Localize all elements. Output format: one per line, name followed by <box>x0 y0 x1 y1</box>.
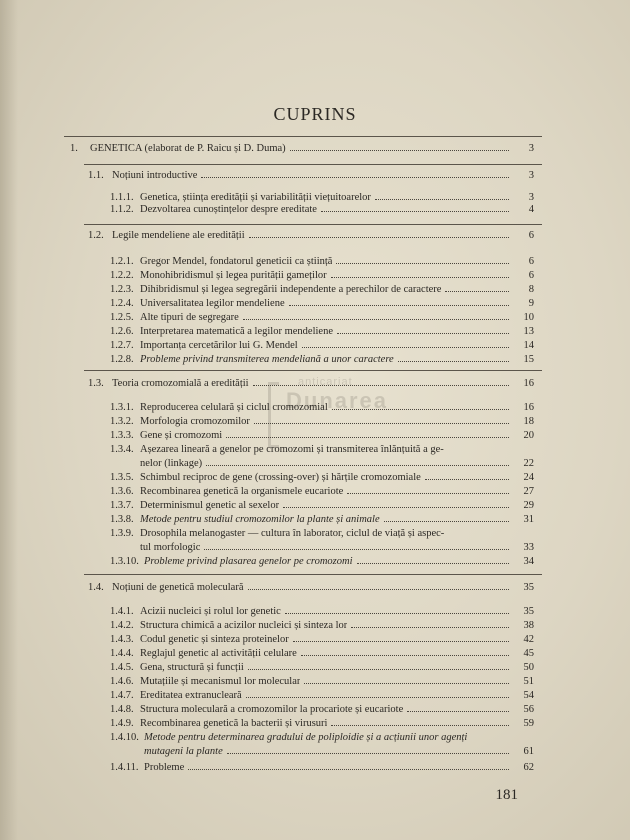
toc-entry-subsection[interactable] <box>110 204 534 216</box>
entry-title: Importanța cercetărilor lui G. Mendel <box>140 340 298 351</box>
entry-number: 1.4.9. <box>110 718 134 729</box>
leader-dots <box>293 641 509 642</box>
leader-dots <box>331 725 509 726</box>
entry-title: Gena, structură și funcții <box>140 662 244 673</box>
entry-number: 1.4.3. <box>110 634 134 645</box>
entry-number: 1.4.8. <box>110 704 134 715</box>
watermark-text-big: Dunarea <box>286 388 389 413</box>
toc-entry-subsection[interactable] <box>110 634 534 646</box>
entry-number: 1.3.4. <box>110 444 134 455</box>
entry-number: 1.3.8. <box>110 514 134 525</box>
entry-number: 1.3. <box>88 378 104 389</box>
entry-number: 1.3.1. <box>110 402 134 413</box>
toc-entry-subsection[interactable] <box>110 648 534 660</box>
entry-number: 1.4.6. <box>110 676 134 687</box>
toc-entry-section[interactable] <box>88 378 534 390</box>
leader-dots <box>249 237 509 238</box>
leader-dots <box>289 305 509 306</box>
entry-page: 8 <box>528 284 534 295</box>
leader-dots <box>407 711 509 712</box>
toc-entry-subsection[interactable] <box>110 326 534 338</box>
entry-title-continuation: mutageni la plante <box>144 746 223 757</box>
entry-page: 42 <box>523 634 534 645</box>
entry-title: Recombinarea genetică la organismele eucariote <box>140 486 344 497</box>
entry-page: 16 <box>523 378 534 389</box>
leader-dots <box>357 563 509 564</box>
entry-title: Metode pentru determinarea gradului de poliploidie și a acțiunii unor agenți <box>144 732 468 743</box>
page-number: 181 <box>495 787 518 803</box>
leader-dots <box>425 479 509 480</box>
toc-entry-subsection[interactable] <box>110 312 534 324</box>
entry-page: 54 <box>523 690 534 701</box>
entry-title: Structura chimică a acizilor nucleici și sinteza lor <box>140 620 348 631</box>
toc-entry-continuation[interactable] <box>144 746 534 758</box>
entry-title: GENETICA (elaborat de P. Raicu și D. Duma) <box>90 143 286 154</box>
entry-number: 1.1. <box>88 170 104 181</box>
entry-number: 1.4.10. <box>110 732 139 743</box>
entry-number: 1.4.5. <box>110 662 134 673</box>
entry-page: 45 <box>523 648 534 659</box>
entry-title: Probleme <box>144 762 185 773</box>
leader-dots <box>188 769 509 770</box>
entry-title: Monohibridismul și legea purității gameților <box>140 270 327 281</box>
leader-dots <box>246 697 509 698</box>
entry-number: 1.1.1. <box>110 192 134 203</box>
entry-number: 1.4. <box>88 582 104 593</box>
entry-page: 56 <box>523 704 534 715</box>
entry-number: 1.2.7. <box>110 340 134 351</box>
toc-entry-subsection[interactable] <box>110 662 534 674</box>
toc-entry-subsection[interactable] <box>110 402 534 414</box>
entry-page: 27 <box>523 486 534 497</box>
section-divider <box>84 224 542 225</box>
entry-title: Drosophila melanogaster — cultura în laborator, ciclul de viață și aspec- <box>140 528 445 539</box>
leader-dots <box>243 319 509 320</box>
entry-title: Genetica, știința eredității și variabilității viețuitoarelor <box>140 192 371 203</box>
entry-number: 1.4.1. <box>110 606 134 617</box>
entry-title: Alte tipuri de segregare <box>140 312 239 323</box>
entry-page: 20 <box>523 430 534 441</box>
entry-title: Reproducerea celulară și ciclul cromozomial <box>140 402 328 413</box>
toc-entry-continuation[interactable] <box>140 458 534 470</box>
entry-page: 9 <box>528 298 534 309</box>
section-divider <box>84 574 542 575</box>
leader-dots <box>201 177 509 178</box>
entry-number: 1.2. <box>88 230 104 241</box>
entry-page: 38 <box>523 620 534 631</box>
entry-title: Noțiuni de genetică moleculară <box>112 582 244 593</box>
entry-page: 3 <box>528 192 534 203</box>
entry-title: Gregor Mendel, fondatorul geneticii ca știință <box>140 256 333 267</box>
entry-page: 62 <box>523 762 534 773</box>
leader-dots <box>331 277 509 278</box>
entry-number: 1.4.11. <box>110 762 139 773</box>
entry-title: Morfologia cromozomilor <box>140 416 250 427</box>
entry-number: 1.2.8. <box>110 354 134 365</box>
entry-number: 1.3.2. <box>110 416 134 427</box>
leader-dots <box>332 409 509 410</box>
toc-entry-section[interactable] <box>88 582 534 594</box>
leader-dots <box>227 753 509 754</box>
entry-title: Ereditatea extranucleară <box>140 690 242 701</box>
entry-title: Structura moleculară a cromozomilor la procariote și eucariote <box>140 704 404 715</box>
entry-number: 1.3.6. <box>110 486 134 497</box>
entry-title: Recombinarea genetică la bacterii și virusuri <box>140 718 328 729</box>
entry-title: Interpretarea matematică a legilor mendeliene <box>140 326 333 337</box>
leader-dots <box>351 627 509 628</box>
toc-entry-subsection[interactable] <box>110 416 534 428</box>
toc-entry-section[interactable] <box>88 170 534 182</box>
leader-dots <box>302 347 509 348</box>
entry-page: 14 <box>523 340 534 351</box>
entry-page: 50 <box>523 662 534 673</box>
entry-page: 29 <box>523 500 534 511</box>
toc-entry-continuation[interactable] <box>140 542 534 554</box>
leader-dots <box>445 291 509 292</box>
toc-entry-chapter[interactable] <box>70 143 534 155</box>
entry-title: Probleme privind transmiterea mendeliană a unor caractere <box>140 354 394 365</box>
entry-title: Universalitatea legilor mendeliene <box>140 298 285 309</box>
toc-entry-subsection[interactable] <box>110 256 534 268</box>
entry-page: 33 <box>523 542 534 553</box>
leader-dots <box>384 521 509 522</box>
toc-entry-subsection[interactable] <box>110 732 534 744</box>
toc-entry-subsection[interactable] <box>110 528 534 540</box>
entry-page: 15 <box>523 354 534 365</box>
leader-dots <box>254 423 509 424</box>
entry-title: Teoria cromozomială a eredității <box>112 378 249 389</box>
watermark-text-small: anticariat <box>298 376 353 388</box>
entry-title: Codul genetic și sinteza proteinelor <box>140 634 289 645</box>
entry-title: Schimbul reciproc de gene (crossing-over) și hărțile cromozomiale <box>140 472 421 483</box>
entry-page: 35 <box>523 606 534 617</box>
leader-dots <box>336 263 509 264</box>
toc-entry-subsection[interactable] <box>110 192 534 204</box>
section-divider <box>84 164 542 165</box>
section-divider <box>84 370 542 371</box>
leader-dots <box>253 385 509 386</box>
page-title: CUPRINS <box>273 104 357 124</box>
entry-number: 1.2.4. <box>110 298 134 309</box>
entry-number: 1.4.2. <box>110 620 134 631</box>
entry-number: 1.4.7. <box>110 690 134 701</box>
leader-dots <box>204 549 509 550</box>
entry-number: 1.2.2. <box>110 270 134 281</box>
entry-number: 1.1.2. <box>110 204 134 215</box>
leader-dots <box>285 613 509 614</box>
entry-title-continuation: tul morfologic <box>140 542 201 553</box>
entry-number: 1.4.4. <box>110 648 134 659</box>
toc-entry-subsection[interactable] <box>110 514 534 526</box>
toc-entry-subsection[interactable] <box>110 486 534 498</box>
entry-page: 13 <box>523 326 534 337</box>
entry-number: 1.2.1. <box>110 256 134 267</box>
entry-number: 1.3.7. <box>110 500 134 511</box>
toc-entry-subsection[interactable] <box>110 354 534 366</box>
entry-page: 18 <box>523 416 534 427</box>
entry-number: 1.3.5. <box>110 472 134 483</box>
entry-number: 1.2.5. <box>110 312 134 323</box>
entry-title: Reglajul genetic al activității celulare <box>140 648 297 659</box>
entry-page: 31 <box>523 514 534 525</box>
toc-entry-subsection[interactable] <box>110 704 534 716</box>
leader-dots <box>337 333 509 334</box>
entry-page: 6 <box>528 256 534 267</box>
entry-title: Noțiuni introductive <box>112 170 198 181</box>
toc-entry-subsection[interactable] <box>110 718 534 730</box>
leader-dots <box>290 150 509 151</box>
toc-entry-subsection[interactable] <box>110 762 534 774</box>
entry-title: Gene și cromozomi <box>140 430 223 441</box>
toc-entry-subsection[interactable] <box>110 676 534 688</box>
toc-entry-subsection[interactable] <box>110 556 534 568</box>
entry-page: 10 <box>523 312 534 323</box>
leader-dots <box>226 437 509 438</box>
toc-entry-subsection[interactable] <box>110 298 534 310</box>
toc-entry-section[interactable] <box>88 230 534 242</box>
toc-entry-subsection[interactable] <box>110 500 534 512</box>
toc-entry-subsection[interactable] <box>110 430 534 442</box>
toc-entry-subsection[interactable] <box>110 472 534 484</box>
entry-number: 1.2.6. <box>110 326 134 337</box>
entry-page: 34 <box>523 556 534 567</box>
entry-page: 35 <box>523 582 534 593</box>
toc-entry-subsection[interactable] <box>110 690 534 702</box>
entry-page: 16 <box>523 402 534 413</box>
entry-title: Dezvoltarea cunoștințelor despre ereditate <box>140 204 317 215</box>
entry-page: 4 <box>528 204 534 215</box>
entry-title: Metode pentru studiul cromozomilor la plante și animale <box>140 514 380 525</box>
leader-dots <box>321 211 509 212</box>
entry-title: Acizii nucleici și rolul lor genetic <box>140 606 281 617</box>
leader-dots <box>248 669 509 670</box>
toc-entry-subsection[interactable] <box>110 620 534 632</box>
entry-page: 61 <box>523 746 534 757</box>
entry-page: 51 <box>523 676 534 687</box>
entry-page: 3 <box>528 170 534 181</box>
entry-number: 1.3.3. <box>110 430 134 441</box>
leader-dots <box>347 493 509 494</box>
leader-dots <box>206 465 509 466</box>
entry-page: 3 <box>528 143 534 154</box>
chapter-divider <box>64 136 542 137</box>
entry-page: 24 <box>523 472 534 483</box>
entry-title: Determinismul genetic al sexelor <box>140 500 280 511</box>
leader-dots <box>283 507 509 508</box>
entry-title: Legile mendeliene ale eredității <box>112 230 245 241</box>
leader-dots <box>375 199 509 200</box>
entry-title: Dihibridismul și legea segregării independente a perechilor de caractere <box>140 284 442 295</box>
entry-number: 1. <box>70 143 78 154</box>
entry-title: Probleme privind plasarea genelor pe cromozomi <box>144 556 353 567</box>
entry-page: 6 <box>528 230 534 241</box>
leader-dots <box>301 655 509 656</box>
toc-entry-subsection[interactable] <box>110 284 534 296</box>
toc-entry-subsection[interactable] <box>110 270 534 282</box>
leader-dots <box>398 361 509 362</box>
leader-dots <box>248 589 510 590</box>
entry-page: 59 <box>523 718 534 729</box>
entry-page: 22 <box>523 458 534 469</box>
entry-number: 1.2.3. <box>110 284 134 295</box>
entry-page: 6 <box>528 270 534 281</box>
toc-entry-subsection[interactable] <box>110 606 534 618</box>
toc-entry-subsection[interactable] <box>110 444 534 456</box>
entry-title-continuation: nelor (linkage) <box>140 458 203 469</box>
entry-number: 1.3.10. <box>110 556 139 567</box>
entry-number: 1.3.9. <box>110 528 134 539</box>
entry-title: Așezarea lineară a genelor pe cromozomi și transmiterea înlănțuită a ge- <box>140 444 444 455</box>
leader-dots <box>304 683 509 684</box>
entry-title: Mutațiile și mecanismul lor molecular <box>140 676 301 687</box>
toc-entry-subsection[interactable] <box>110 340 534 352</box>
